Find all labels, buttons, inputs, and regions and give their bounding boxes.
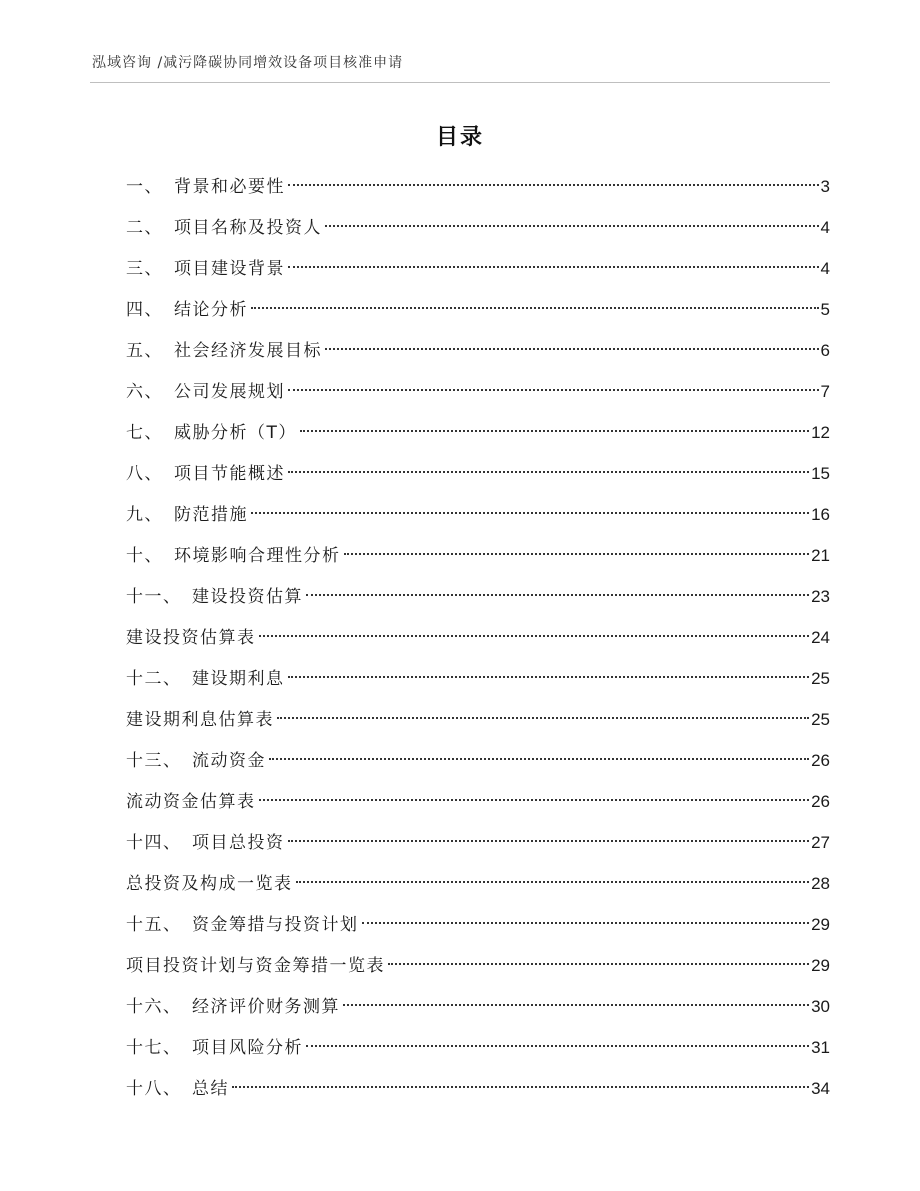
toc-dot-leader <box>306 594 809 596</box>
toc-entry[interactable] <box>126 1068 830 1109</box>
toc-entry-number: 九、 <box>126 505 163 525</box>
toc-entry-page: 12 <box>811 423 830 442</box>
toc-entry-page: 7 <box>820 382 830 401</box>
toc-entry-number: 六、 <box>126 382 163 402</box>
toc-dot-leader <box>288 266 819 268</box>
toc-entry-title: 项目节能概述 <box>174 464 285 484</box>
toc-entry-number: 十七、 <box>126 1038 182 1058</box>
toc-entry-number: 十八、 <box>126 1079 182 1099</box>
toc-dot-leader <box>288 840 810 842</box>
toc-dot-leader <box>288 389 819 391</box>
page-header: 泓域咨询 /减污降碳协同增效设备项目核准申请 <box>92 55 404 71</box>
toc-entry-title: 环境影响合理性分析 <box>174 546 341 566</box>
toc-entry[interactable] <box>126 453 830 494</box>
toc-dot-leader <box>269 758 809 760</box>
toc-entry-page: 27 <box>811 833 830 852</box>
toc-entry[interactable] <box>126 576 830 617</box>
toc-entry-title: 建设投资估算表 <box>126 628 256 648</box>
toc-entry[interactable] <box>126 248 830 289</box>
toc-entry-number: 三、 <box>126 259 163 279</box>
toc-dot-leader <box>325 348 819 350</box>
toc-entry-page: 21 <box>811 546 830 565</box>
toc-entry[interactable] <box>126 699 830 740</box>
toc-entry[interactable] <box>126 781 830 822</box>
toc-entry-page: 34 <box>811 1079 830 1098</box>
toc-entry-number: 一、 <box>126 177 163 197</box>
toc-entry-number: 十六、 <box>126 997 182 1017</box>
toc-entry-title: 资金筹措与投资计划 <box>192 915 359 935</box>
toc-dot-leader <box>306 1045 809 1047</box>
toc-entry-title: 防范措施 <box>174 505 248 525</box>
toc-entry[interactable] <box>126 207 830 248</box>
toc-entry-page: 16 <box>811 505 830 524</box>
toc-entry[interactable] <box>126 740 830 781</box>
toc-entry[interactable] <box>126 986 830 1027</box>
toc-entry-page: 3 <box>820 177 830 196</box>
toc-dot-leader <box>288 184 819 186</box>
toc-entry-title: 流动资金估算表 <box>126 792 256 812</box>
toc-dot-leader <box>288 676 810 678</box>
toc-entry-page: 15 <box>811 464 830 483</box>
toc-entry-page: 30 <box>811 997 830 1016</box>
toc-entry-title: 总投资及构成一览表 <box>126 874 293 894</box>
toc-entry-title: 威胁分析（T） <box>174 423 297 443</box>
toc-entry-title: 项目名称及投资人 <box>174 218 322 238</box>
toc-entry-page: 25 <box>811 669 830 688</box>
toc-entry[interactable] <box>126 330 830 371</box>
toc-entry[interactable] <box>126 494 830 535</box>
toc-entry-title: 背景和必要性 <box>174 177 285 197</box>
toc-entry-page: 5 <box>820 300 830 319</box>
toc-entry[interactable] <box>126 863 830 904</box>
toc-dot-leader <box>344 553 810 555</box>
toc-entry-title: 总结 <box>192 1079 229 1099</box>
toc-entry-title: 项目风险分析 <box>192 1038 303 1058</box>
toc-entry-title: 项目投资计划与资金筹措一览表 <box>126 956 385 976</box>
toc-entry-number: 十三、 <box>126 751 182 771</box>
toc-entry-page: 28 <box>811 874 830 893</box>
toc-entry-title: 项目总投资 <box>192 833 285 853</box>
table-of-contents <box>126 166 830 1109</box>
toc-entry-page: 6 <box>820 341 830 360</box>
toc-entry-number: 十二、 <box>126 669 182 689</box>
toc-dot-leader <box>251 512 809 514</box>
toc-dot-leader <box>296 881 810 883</box>
header-divider <box>90 82 830 83</box>
toc-dot-leader <box>259 635 810 637</box>
toc-entry-page: 29 <box>811 956 830 975</box>
toc-entry[interactable] <box>126 617 830 658</box>
toc-entry-number: 四、 <box>126 300 163 320</box>
toc-entry-number: 十一、 <box>126 587 182 607</box>
toc-entry[interactable] <box>126 658 830 699</box>
toc-entry[interactable] <box>126 371 830 412</box>
toc-entry-number: 十四、 <box>126 833 182 853</box>
toc-entry-title: 建设期利息 <box>192 669 285 689</box>
toc-dot-leader <box>288 471 809 473</box>
toc-entry-page: 26 <box>811 792 830 811</box>
toc-entry-page: 31 <box>811 1038 830 1057</box>
toc-entry[interactable] <box>126 1027 830 1068</box>
toc-entry-page: 4 <box>820 259 830 278</box>
toc-entry[interactable] <box>126 412 830 453</box>
toc-entry-number: 八、 <box>126 464 163 484</box>
toc-entry-title: 社会经济发展目标 <box>174 341 322 361</box>
toc-entry[interactable] <box>126 166 830 207</box>
toc-entry-page: 24 <box>811 628 830 647</box>
toc-entry-number: 七、 <box>126 423 163 443</box>
toc-dot-leader <box>343 1004 809 1006</box>
toc-entry[interactable] <box>126 945 830 986</box>
toc-dot-leader <box>362 922 810 924</box>
toc-title: 目录 <box>435 125 484 150</box>
toc-entry-number: 十、 <box>126 546 163 566</box>
toc-entry-title: 经济评价财务测算 <box>192 997 340 1017</box>
toc-dot-leader <box>251 307 819 309</box>
toc-entry[interactable] <box>126 535 830 576</box>
toc-entry[interactable] <box>126 822 830 863</box>
toc-entry-page: 25 <box>811 710 830 729</box>
toc-entry[interactable] <box>126 904 830 945</box>
toc-entry-page: 26 <box>811 751 830 770</box>
toc-entry-title: 建设投资估算 <box>192 587 303 607</box>
toc-entry[interactable] <box>126 289 830 330</box>
toc-entry-page: 4 <box>820 218 830 237</box>
toc-entry-page: 29 <box>811 915 830 934</box>
toc-dot-leader <box>232 1086 809 1088</box>
toc-dot-leader <box>388 963 809 965</box>
toc-dot-leader <box>300 430 809 432</box>
toc-entry-number: 二、 <box>126 218 163 238</box>
toc-dot-leader <box>277 717 809 719</box>
toc-entry-title: 流动资金 <box>192 751 266 771</box>
toc-entry-title: 公司发展规划 <box>174 382 285 402</box>
toc-dot-leader <box>325 225 819 227</box>
toc-entry-title: 建设期利息估算表 <box>126 710 274 730</box>
toc-dot-leader <box>259 799 810 801</box>
toc-entry-number: 十五、 <box>126 915 182 935</box>
toc-entry-page: 23 <box>811 587 830 606</box>
toc-entry-title: 结论分析 <box>174 300 248 320</box>
toc-entry-title: 项目建设背景 <box>174 259 285 279</box>
toc-entry-number: 五、 <box>126 341 163 361</box>
